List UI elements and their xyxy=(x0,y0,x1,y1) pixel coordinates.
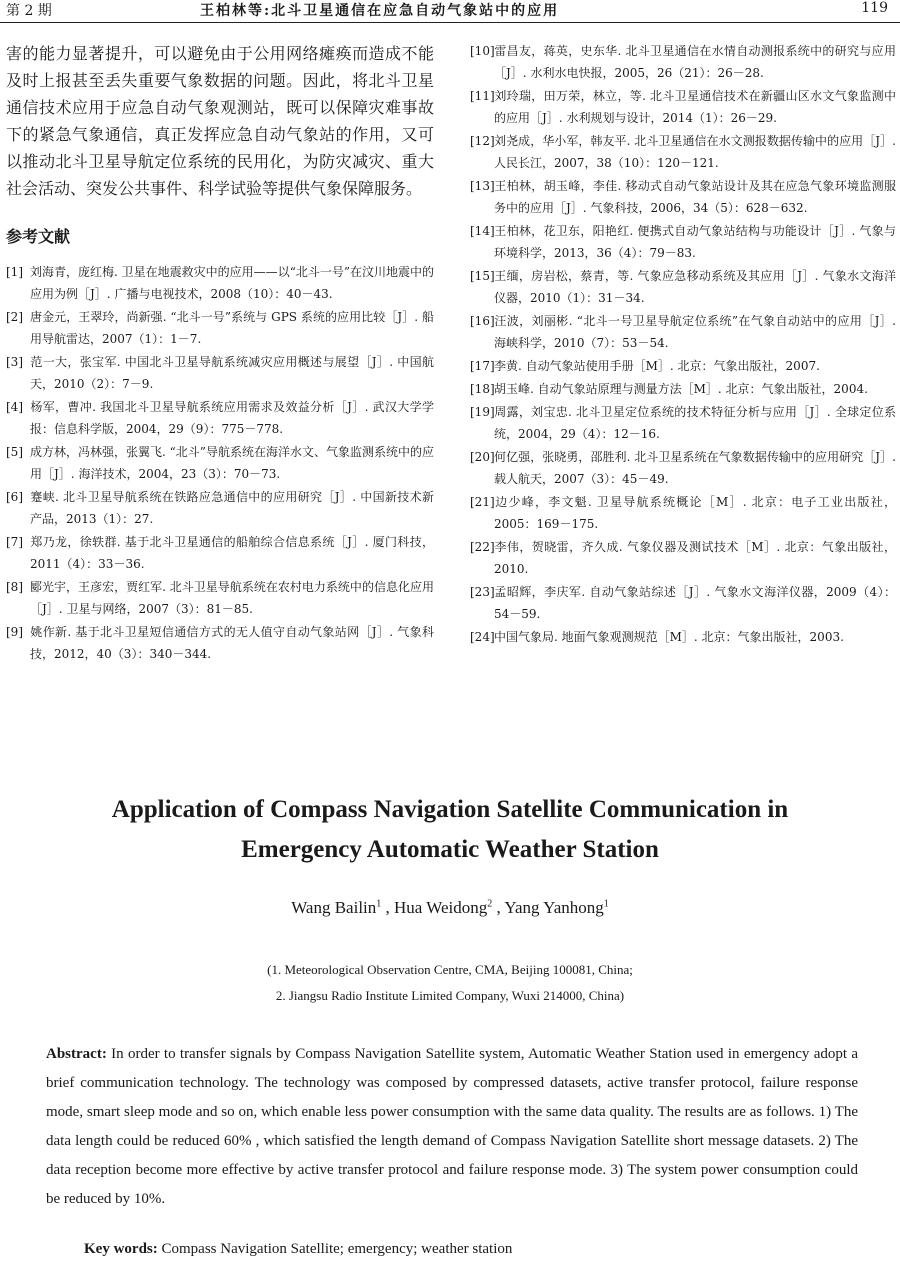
reference-text: 杨军，曹冲. 我国北斗卫星导航系统应用需求及效益分析［J］. 武汉大学学报：信息科学版，2004，29（9）：775－778. xyxy=(30,400,434,436)
reference-item xyxy=(6,576,434,620)
reference-item xyxy=(470,446,896,490)
reference-text: 周露，刘宝忠. 北斗卫星定位系统的技术特征分析与应用［J］. 全球定位系统，2004，29（4）：12－16. xyxy=(494,405,896,441)
reference-item xyxy=(6,351,434,395)
reference-number: [14] xyxy=(470,224,495,238)
reference-number: [6] xyxy=(6,490,23,504)
reference-number: [8] xyxy=(6,580,23,594)
keywords-text: Compass Navigation Satellite; emergency; weather station xyxy=(157,1241,513,1257)
reference-number: [1] xyxy=(6,265,23,279)
reference-number: [10] xyxy=(470,44,495,58)
abstract-label: Abstract: xyxy=(46,1046,107,1062)
reference-item xyxy=(6,306,434,350)
keywords xyxy=(84,1241,864,1258)
reference-text: 刘海青，庞红梅. 卫星在地震救灾中的应用——以“北斗一号”在汶川地震中的应用为例［J］. 广播与电视技术，2008（10）：40－43. xyxy=(30,265,434,301)
reference-text: 刘玲瑞，田万荣，林立，等. 北斗卫星通信技术在新疆山区水文气象监测中的应用［J］. 水利规划与设计，2014（1）：26－29. xyxy=(494,89,896,125)
english-title-line2: Emergency Automatic Weather Station xyxy=(241,836,659,863)
reference-text: 中国气象局. 地面气象观测规范［M］. 北京：气象出版社，2003. xyxy=(494,630,844,644)
reference-item xyxy=(470,355,896,377)
author-separator: , xyxy=(381,898,395,917)
reference-number: [2] xyxy=(6,310,23,324)
reference-item xyxy=(470,130,896,174)
reference-item xyxy=(470,40,896,84)
reference-text: 范一大，张宝军. 中国北斗卫星导航系统减灾应用概述与展望［J］. 中国航天，2010（2）：7－9. xyxy=(30,355,434,391)
reference-number: [12] xyxy=(470,134,495,148)
left-column xyxy=(6,40,434,666)
reference-number: [16] xyxy=(470,314,495,328)
reference-number: [15] xyxy=(470,269,495,283)
reference-number: [4] xyxy=(6,400,23,414)
references-list-left xyxy=(6,261,434,665)
reference-text: 蹇峡. 北斗卫星导航系统在铁路应急通信中的应用研究［J］. 中国新技术新产品，2013（1）：27. xyxy=(30,490,434,526)
reference-number: [19] xyxy=(470,405,495,419)
author-name: Yang Yanhong xyxy=(504,898,604,917)
reference-item xyxy=(470,401,896,445)
reference-item xyxy=(6,621,434,665)
english-title-line1: Application of Compass Navigation Satellite Communication in xyxy=(111,796,789,823)
reference-number: [7] xyxy=(6,535,23,549)
affiliation-1: (1. Meteorological Observation Centre, CMA, Beijing 100081, China; xyxy=(267,962,633,977)
reference-item xyxy=(6,486,434,530)
reference-item xyxy=(470,581,896,625)
reference-text: 王柏林，胡玉峰，李佳. 移动式自动气象站设计及其在应急气象环境监测服务中的应用［J］. 气象科技，2006，34（5）：628－632. xyxy=(494,179,896,215)
author-name: Wang Bailin xyxy=(291,898,377,917)
reference-item xyxy=(470,536,896,580)
reference-item xyxy=(470,626,896,648)
author-affiliation-mark: 2 xyxy=(487,898,493,910)
reference-text: 唐金元，王翠玲，尚新强. “北斗一号”系统与 GPS 系统的应用比较［J］. 船用导航雷达，2007（1）：1－7. xyxy=(30,310,434,346)
reference-item xyxy=(470,85,896,129)
reference-text: 汪波，刘丽彬. “北斗一号卫星导航定位系统”在气象自动站中的应用［J］. 海峡科学，2010（7）：53－54. xyxy=(494,314,896,350)
right-column xyxy=(470,40,896,649)
reference-item xyxy=(470,265,896,309)
page-header xyxy=(0,0,900,23)
reference-text: 郑乃龙，徐轶群. 基于北斗卫星通信的船舶综合信息系统［J］. 厦门科技，2011（4）：33－36. xyxy=(30,535,434,571)
author-affiliation-mark: 1 xyxy=(376,898,382,910)
references-list-right xyxy=(470,40,896,648)
reference-number: [13] xyxy=(470,179,495,193)
reference-text: 郾光宇，王彦宏，贾红军. 北斗卫星导航系统在农村电力系统中的信息化应用［J］. 卫星与网络，2007（3）：81－85. xyxy=(30,580,434,616)
page-number: 119 xyxy=(861,0,888,16)
reference-number: [9] xyxy=(6,625,23,639)
abstract-text: In order to transfer signals by Compass Navigation Satellite system, Automatic Weather Station used in emergency adopt a brief communication technology. The technology was composed by compressed datasets, active transfer protocol, failure response mode, smart sleep mode and so on, which enable less power consumption with the same data quality. The results are as follows. 1) The data length could be reduced 60% , which satisfied the length demand of Compass Navigation Satellite short message datasets. 2) The data reception become more effective by active transfer protocol and failure response mode. 3) The system power consumption could be reduced by 10%. xyxy=(46,1046,858,1207)
reference-item xyxy=(470,310,896,354)
reference-number: [11] xyxy=(470,89,495,103)
affiliation-2: 2. Jiangsu Radio Institute Limited Company, Wuxi 214000, China) xyxy=(275,988,625,1003)
reference-item xyxy=(470,378,896,400)
reference-text: 李黄. 自动气象站使用手册［M］. 北京：气象出版社，2007. xyxy=(494,359,820,373)
reference-text: 孟昭辉，李庆军. 自动气象站综述［J］. 气象水文海洋仪器，2009（4）：54－59. xyxy=(494,585,896,621)
reference-text: 雷昌友，蒋英，史东华. 北斗卫星通信在水情自动测报系统中的研究与应用［J］. 水利水电快报，2005，26（21）：26－28. xyxy=(494,44,896,80)
reference-item xyxy=(6,261,434,305)
references-heading: 参考文献 xyxy=(6,227,71,246)
author-separator: , xyxy=(492,898,505,917)
reference-item xyxy=(6,441,434,485)
reference-item xyxy=(6,531,434,575)
author-name: Hua Weidong xyxy=(394,898,488,917)
reference-item xyxy=(470,491,896,535)
reference-text: 李伟，贺晓雷，齐久成. 气象仪器及测试技术［M］. 北京：气象出版社，2010. xyxy=(494,540,896,576)
reference-number: [23] xyxy=(470,585,495,599)
reference-text: 胡玉峰. 自动气象站原理与测量方法［M］. 北京：气象出版社，2004. xyxy=(494,382,868,396)
issue-number: 第 2 期 xyxy=(6,3,52,19)
reference-number: [21] xyxy=(470,495,495,509)
abstract xyxy=(46,1040,858,1214)
reference-item xyxy=(470,175,896,219)
reference-text: 成方林，冯林强，张翼飞. “北斗”导航系统在海洋水文、气象监测系统中的应用［J］. 海洋技术，2004，23（3）：70－73. xyxy=(30,445,434,481)
author-affiliation-mark: 1 xyxy=(603,898,609,910)
reference-text: 王柏林，花卫东，阳艳红. 便携式自动气象站结构与功能设计［J］. 气象与环境科学，2013，36（4）：79－83. xyxy=(494,224,896,260)
reference-number: [20] xyxy=(470,450,495,464)
reference-text: 何亿强，张晓勇，邵胜利. 北斗卫星系统在气象数据传输中的应用研究［J］. 载人航天，2007（3）：45－49. xyxy=(494,450,896,486)
body-paragraph: 害的能力显著提升，可以避免由于公用网络瘫痪而造成不能及时上报甚至丢失重要气象数据的问题。因此，将北斗卫星通信技术应用于应急自动气象观测站，既可以保障灾难事故下的紧急气象通信，真正发挥应急自动气象站的作用，又可以推动北斗卫星导航定位系统的民用化，为防灾减灾、重大社会活动、突发公共事件、科学试验等提供气象保障服务。 xyxy=(6,44,434,198)
running-title: 王柏林等:北斗卫星通信在应急自动气象站中的应用 xyxy=(200,3,560,19)
reference-item xyxy=(470,220,896,264)
reference-number: [17] xyxy=(470,359,495,373)
reference-text: 刘尧成，华小军，韩友平. 北斗卫星通信在水文测报数据传输中的应用［J］. 人民长江，2007，38（10）：120－121. xyxy=(494,134,896,170)
reference-number: [24] xyxy=(470,630,495,644)
reference-item xyxy=(6,396,434,440)
reference-number: [22] xyxy=(470,540,495,554)
keywords-label: Key words: xyxy=(84,1241,158,1257)
reference-text: 姚作新. 基于北斗卫星短信通信方式的无人值守自动气象站网［J］. 气象科技，2012，40（3）：340－344. xyxy=(30,625,434,661)
author-list xyxy=(0,898,900,918)
reference-text: 王缅，房岩松，蔡青，等. 气象应急移动系统及其应用［J］. 气象水文海洋仪器，2010（1）：31－34. xyxy=(494,269,896,305)
reference-number: [5] xyxy=(6,445,23,459)
english-title xyxy=(0,790,900,870)
reference-number: [3] xyxy=(6,355,23,369)
reference-text: 边少峰，李文魁. 卫星导航系统概论［M］. 北京：电子工业出版社，2005：169－175. xyxy=(494,495,896,531)
reference-number: [18] xyxy=(470,382,495,396)
